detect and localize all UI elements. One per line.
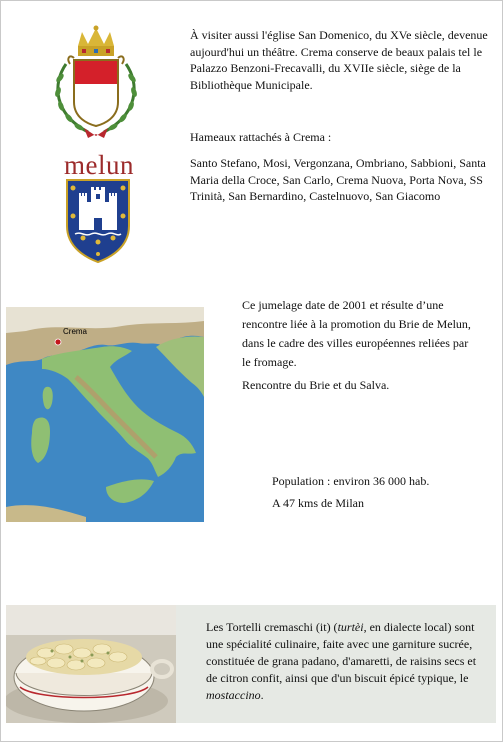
tortelli-dialect-word: turtèi bbox=[337, 620, 364, 634]
rencontre-line: Rencontre du Brie et du Salva. bbox=[242, 378, 390, 392]
tortelli-paragraph bbox=[206, 619, 486, 704]
distance-line: A 47 kms de Milan bbox=[272, 496, 364, 510]
population-line: Population : environ 36 000 hab. bbox=[272, 474, 430, 488]
visit-paragraph: À visiter aussi l'église San Domenico, du XVe siècle, devenue aujourd'hui un théâtre. Crema conserve de beaux palais tel le Palazzo Benzoni-Frecavalli, du XVIIe siècle, siège de la Bibliothèque Municipale. bbox=[190, 28, 488, 92]
crema-coat-of-arms-image bbox=[48, 24, 144, 140]
tortelli-text-part2: , en dialecte local) sont une spécialité culinaire, faite avec une garniture sucrée, constituée de grana padano, d'amaretti, de raisins secs et de citron confit, ainsi que d'un biscuit épicé typique, le bbox=[206, 620, 477, 685]
crema-map-label: Crema bbox=[63, 327, 88, 336]
italy-map bbox=[6, 307, 204, 522]
tortelli-text-part1: Les Tortelli cremaschi (it) ( bbox=[206, 620, 338, 634]
melun-logo-word: melun bbox=[64, 150, 134, 180]
tortelli-text-part3: . bbox=[260, 688, 264, 702]
tortelli-biscuit-name: mostaccino bbox=[206, 688, 261, 702]
jumelage-paragraph: Ce jumelage date de 2001 et résulte d’une rencontre liée à la promotion du Brie de Melun, dans le cadre des villes européennes reliées par le fromage. bbox=[242, 298, 471, 369]
hamlets-heading: Hameaux rattachés à Crema : bbox=[190, 130, 332, 144]
melun-coat-of-arms-image bbox=[65, 178, 131, 264]
tortelli-photo bbox=[6, 605, 176, 723]
hamlets-list: Santo Stefano, Mosi, Vergonzana, Ombriano, Sabbioni, Santa Maria della Croce, San Carlo, Crema Nuova, Porta Nova, SS Trinità, San Bernardino, Castelnuovo, San Giacomo bbox=[190, 156, 486, 203]
